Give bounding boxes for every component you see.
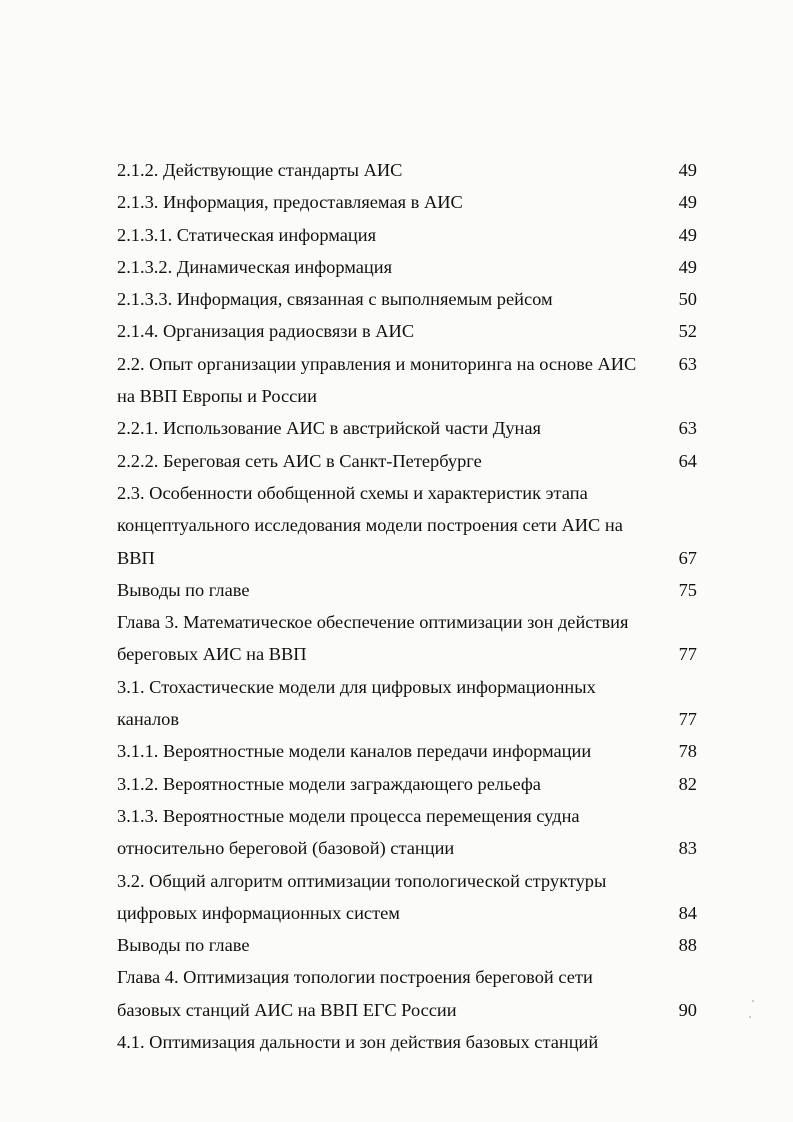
toc-entry xyxy=(0,638,793,670)
toc-entry-title: 2.2.1. Использование АИС в австрийской части Дуная xyxy=(117,418,541,439)
toc-entry xyxy=(0,994,793,1026)
toc-entry xyxy=(0,574,793,606)
toc-entry-title: 2.2. Опыт организации управления и мониторинга на основе АИС xyxy=(117,353,637,374)
toc-entry-title: Выводы по главе xyxy=(117,579,250,600)
toc-entry xyxy=(0,897,793,929)
toc-entry-page-number: 63 xyxy=(678,353,697,374)
toc-entry-page-number: 67 xyxy=(678,547,697,568)
toc-entry xyxy=(0,671,793,703)
toc-entry-title: относительно береговой (базовой) станции xyxy=(117,838,455,859)
toc-entry xyxy=(0,735,793,767)
toc-entry-title: концептуального исследования модели построения сети АИС на xyxy=(117,515,623,536)
toc-entry-page-number: 63 xyxy=(678,418,697,439)
toc-entry-page-number: 75 xyxy=(678,579,697,600)
toc-entry xyxy=(0,380,793,412)
toc-entry-page-number: 64 xyxy=(678,450,697,471)
toc-entry xyxy=(0,251,793,283)
toc-entry xyxy=(0,283,793,315)
toc-entry-page-number: 82 xyxy=(678,773,697,794)
toc-entry-title: 2.3. Особенности обобщенной схемы и характеристик этапа xyxy=(117,482,588,503)
toc-entry-page-number: 49 xyxy=(678,160,697,180)
toc-entry xyxy=(0,800,793,832)
toc-entry-title: 3.1.3. Вероятностные модели процесса перемещения судна xyxy=(117,805,580,826)
toc-entry-title: 2.1.3.1. Статическая информация xyxy=(117,224,377,245)
toc-entry xyxy=(0,509,793,541)
toc-entry-title: Выводы по главе xyxy=(117,935,250,956)
toc-entry-title: Глава 3. Математическое обеспечение оптимизации зон действия xyxy=(117,612,629,633)
toc-entry-title: 2.1.3. Информация, предоставляемая в АИС xyxy=(117,192,463,213)
toc-entry-title: цифровых информационных систем xyxy=(117,902,400,923)
table-of-contents xyxy=(0,154,793,1058)
toc-entry xyxy=(0,832,793,864)
toc-entry-title: 3.1. Стохастические модели для цифровых информационных xyxy=(117,676,596,697)
toc-entry-page-number: 49 xyxy=(678,192,697,213)
toc-entry xyxy=(0,348,793,380)
toc-entry-page-number: 78 xyxy=(678,741,697,762)
scan-speck xyxy=(749,1016,751,1018)
toc-entry-title: 3.1.2. Вероятностные модели заграждающего рельефа xyxy=(117,773,541,794)
toc-entry xyxy=(0,703,793,735)
toc-entry-title: 4.1. Оптимизация дальности и зон действия базовых станций xyxy=(117,1032,599,1053)
toc-entry xyxy=(0,219,793,251)
toc-entry-title: 2.1.4. Организация радиосвязи в АИС xyxy=(117,321,415,342)
scan-speck xyxy=(752,1000,754,1002)
toc-entry-page-number: 77 xyxy=(678,644,697,665)
toc-entry-page-number: 50 xyxy=(678,289,697,310)
toc-entry xyxy=(0,412,793,444)
toc-entry-page-number: 84 xyxy=(678,902,697,923)
toc-entry xyxy=(0,186,793,218)
toc-entry-title: базовых станций АИС на ВВП ЕГС России xyxy=(117,999,457,1020)
toc-entry-page-number: 77 xyxy=(678,709,697,730)
toc-entry xyxy=(0,542,793,574)
toc-entry-title: 2.1.2. Действующие стандарты АИС xyxy=(117,160,403,180)
toc-entry xyxy=(0,929,793,961)
toc-entry-page-number: 90 xyxy=(678,999,697,1020)
toc-entry-title: на ВВП Европы и России xyxy=(117,386,317,407)
toc-entry-page-number: 83 xyxy=(678,838,697,859)
toc-entry-title: 3.1.1. Вероятностные модели каналов передачи информации xyxy=(117,741,592,762)
toc-entry xyxy=(0,1026,793,1058)
toc-entry-page-number: 52 xyxy=(678,321,697,342)
toc-entry-title: ВВП xyxy=(117,547,155,568)
toc-entry-title: береговых АИС на ВВП xyxy=(117,644,307,665)
toc-entry-page-number: 49 xyxy=(678,224,697,245)
toc-entry-page-number: 88 xyxy=(678,935,697,956)
toc-entry xyxy=(0,768,793,800)
toc-entry xyxy=(0,445,793,477)
toc-entry-title: 2.1.3.3. Информация, связанная с выполняемым рейсом xyxy=(117,289,553,310)
toc-entry-page-number: 49 xyxy=(678,256,697,277)
toc-entry-title: Глава 4. Оптимизация топологии построения береговой сети xyxy=(117,967,593,988)
toc-entry xyxy=(0,315,793,347)
toc-entry xyxy=(0,477,793,509)
toc-entry-title: каналов xyxy=(117,709,180,730)
toc-entry xyxy=(0,961,793,993)
toc-entry-title: 3.2. Общий алгоритм оптимизации топологической структуры xyxy=(117,870,607,891)
toc-entry xyxy=(0,606,793,638)
toc-entry-title: 2.2.2. Береговая сеть АИС в Санкт-Петербурге xyxy=(117,450,482,471)
toc-entry xyxy=(0,865,793,897)
toc-entry-title: 2.1.3.2. Динамическая информация xyxy=(117,256,393,277)
toc-entry xyxy=(0,154,793,186)
